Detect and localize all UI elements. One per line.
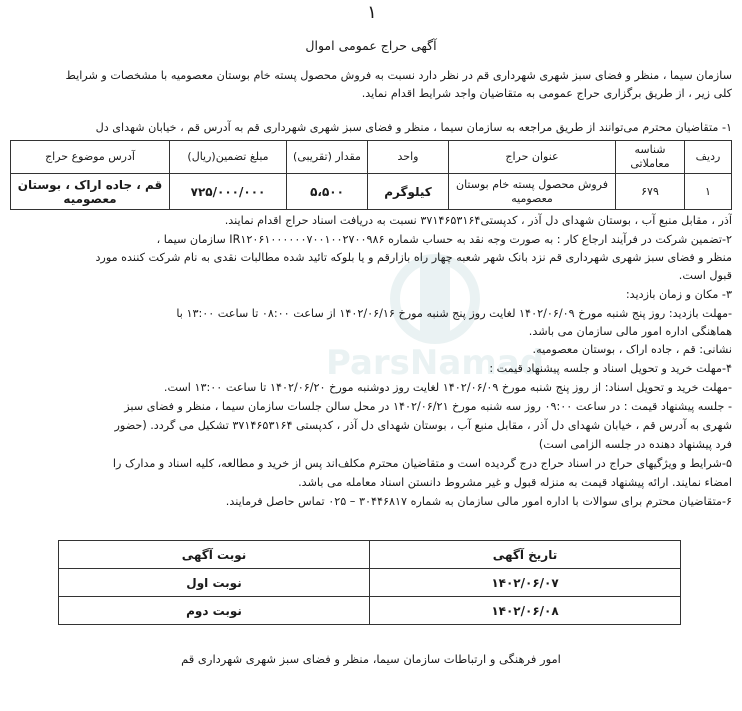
watermark-text: ParsNamad — [325, 343, 545, 383]
body-line: - جلسه پیشنهاد قیمت : در ساعت ۰۹:۰۰ روز سه شنبه مورخ ۱۴۰۲/۰۶/۲۱ در محل سالن جلسات سازمان سیما ، منظر و فضای سبز — [124, 400, 732, 413]
body-line: آذر ، مقابل منبع آب ، بوستان شهدای دل آذر ، کدپستی۳۷۱۴۶۵۳۱۶۴ نسبت به دریافت اسناد حراج اقدام نمایند. — [224, 214, 732, 227]
body-line: -مهلت خرید و تحویل اسناد: از روز پنج شنبه مورخ ۱۴۰۲/۰۶/۰۹ لغایت روز دوشنبه مورخ ۱۴۰۲/۰۶/۲۰ تا ساعت ۱۳:۰۰ است. — [163, 381, 732, 394]
intro-line-1: سازمان سیما ، منظر و فضای سبز شهری شهرداری قم در نظر دارد نسبت به فروش محصول پسته خام بوستان معصومیه با مشخصات و شرایط — [65, 69, 732, 82]
body-line: ۶-متقاضیان محترم برای سوالات با اداره امور مالی سازمان به شماره ۳۰۴۴۶۸۱۷ – ۰۲۵ تماس حاصل فرمایند. — [225, 495, 732, 508]
footer-issuer: امور فرهنگی و ارتباطات سازمان سیما، منظر و فضای سبز شهری شهرداری قم — [181, 652, 561, 666]
schedule-header-row — [59, 541, 681, 569]
header-row-number: ردیف — [685, 141, 732, 174]
schedule-header-date: تاریخ آگهی — [370, 541, 681, 569]
cell-guarantee-amount: ۷۲۵/۰۰۰/۰۰۰ — [170, 174, 287, 210]
body-line: قبول است. — [678, 269, 732, 282]
cell-transaction-id: ۶۷۹ — [616, 174, 685, 210]
body-line: ۵-شرایط و ویژگیهای حراج در اسناد حراج درج گردیده است و متقاضیان محترم مکلف‌اند پس از خرید و مطالعه، کلیه اسناد و مدارک را — [112, 457, 732, 470]
cell-auction-title: فروش محصول پسته خام بوستان معصومیه — [449, 174, 616, 210]
page-number: ١ — [367, 2, 377, 23]
header-auction-title: عنوان حراج — [449, 141, 616, 174]
table-row — [59, 597, 681, 625]
header-transaction-id: شناسه معاملاتی — [616, 141, 685, 174]
table-row — [11, 174, 732, 210]
body-line: منظر و فضای سبز شهری شهرداری قم نزد بانک شهر شعبه چهار راه بازارقم و یا بلوکه تائید شده مطالبات نقدی به نام شرکت کننده مورد — [95, 251, 732, 264]
header-quantity: مقدار (تقریبی) — [287, 141, 368, 174]
table-row — [59, 569, 681, 597]
body-line: فرد پیشنهاد دهنده در جلسه الزامی است) — [538, 438, 732, 451]
header-guarantee-amount: مبلغ تضمین(ریال) — [170, 141, 287, 174]
schedule-turn: نوبت دوم — [59, 597, 370, 625]
body-line: ۳- مکان و زمان بازدید: — [625, 288, 732, 301]
body-line: نشانی: قم ، جاده اراک ، بوستان معصومیه. — [532, 343, 732, 356]
cell-quantity: ۵،۵۰۰ — [287, 174, 368, 210]
intro-line-2: کلی زیر ، از طریق برگزاری حراج عمومی به متقاضیان واجد شرایط اقدام نماید. — [361, 87, 732, 100]
schedule-header-turn: نوبت آگهی — [59, 541, 370, 569]
auction-table — [10, 140, 732, 210]
body-line: امضاء نمایند. ارائه پیشنهاد قیمت به منزله قبول و غیر مشروط دانستن اسناد معامله می باشد. — [298, 476, 732, 489]
body-line: هماهنگی اداره امور مالی سازمان می باشد. — [528, 325, 732, 338]
item-1-text: ۱- متقاضیان محترم می‌توانند از طریق مراجعه به سازمان سیما ، منظر و فضای سبز شهری شهرداری قم به آدرس قم ، خیابان شهدای دل — [95, 121, 732, 134]
cell-address: قم ، جاده اراک ، بوستان معصومیه — [11, 174, 170, 210]
body-line: شهری به آدرس قم ، خیابان شهدای دل آذر ، مقابل منبع آب ، بوستان شهدای دل آذر ، کدپستی ۳۷۱۴۶۵۳۱۶۴ تشکیل می گردد. (حضور — [114, 419, 732, 432]
header-address: آدرس موضوع حراج — [11, 141, 170, 174]
document-title: آگهی حراج عمومی اموال — [305, 38, 437, 53]
schedule-date: ۱۴۰۲/۰۶/۰۸ — [370, 597, 681, 625]
body-line: -مهلت بازدید: روز پنج شنبه مورخ ۱۴۰۲/۰۶/۰۹ لغایت روز پنج شنبه مورخ ۱۴۰۲/۰۶/۱۶ از ساعت ۰۸:۰۰ تا ساعت ۱۳:۰۰ با — [176, 307, 732, 320]
schedule-date: ۱۴۰۲/۰۶/۰۷ — [370, 569, 681, 597]
header-unit: واحد — [368, 141, 449, 174]
schedule-turn: نوبت اول — [59, 569, 370, 597]
cell-row-number: ۱ — [685, 174, 732, 210]
body-line: ۴-مهلت خرید و تحویل اسناد و جلسه پیشنهاد قیمت : — [489, 362, 732, 375]
publication-schedule-table — [58, 540, 681, 625]
cell-unit: کیلوگرم — [368, 174, 449, 210]
body-line: ۲-تضمین شرکت در فرآیند ارجاع کار : به صورت وجه نقد به حساب شماره IR۱۲۰۶۱۰۰۰۰۰۰۷۰۰۱۰۰۲۷۰۰۹۸۶ سازمان سیما ، — [156, 233, 732, 246]
table-header-row — [11, 141, 732, 174]
